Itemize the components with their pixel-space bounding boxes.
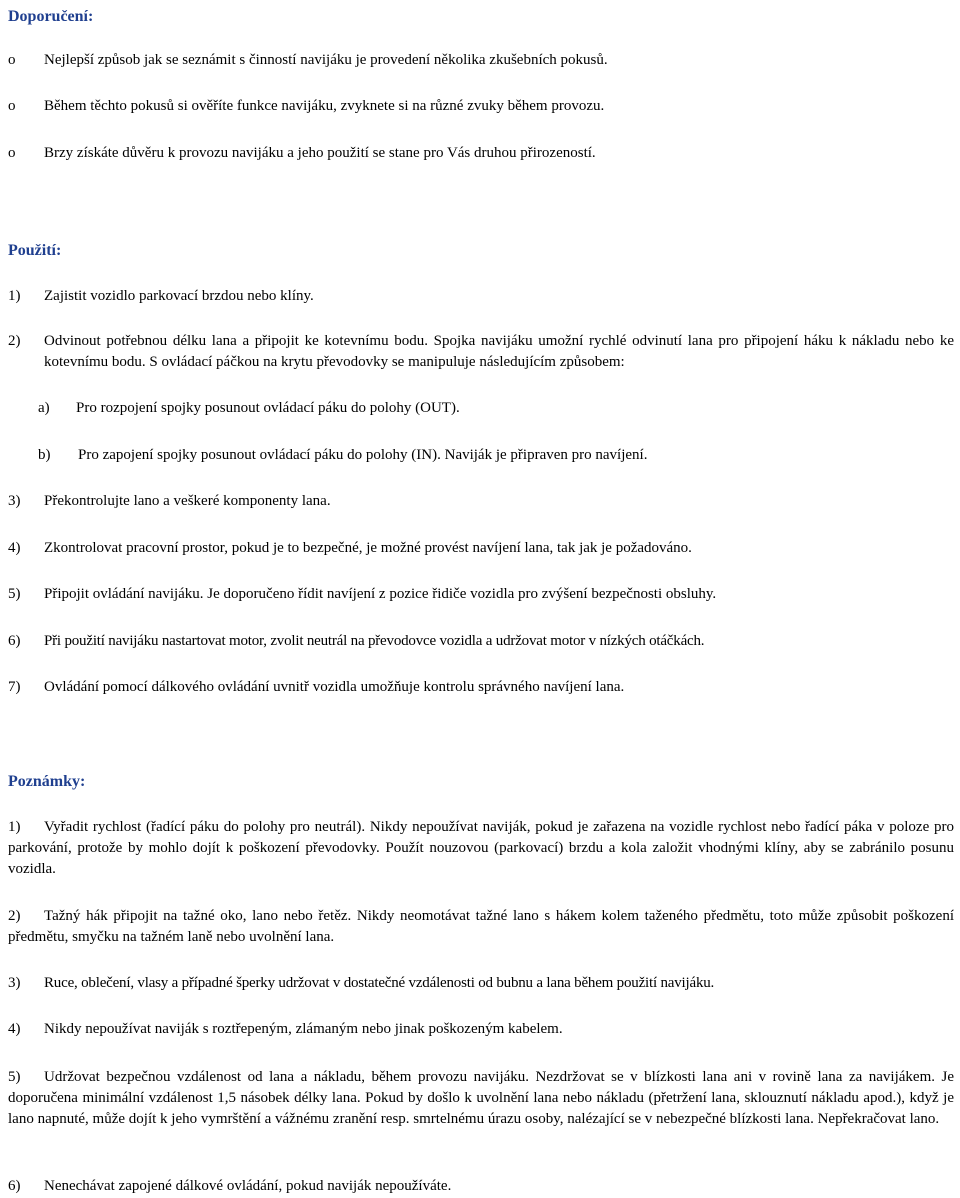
item-number: 3) — [8, 493, 21, 509]
bullet-marker: o — [8, 52, 16, 68]
subitem-text: Pro zapojení spojky posunout ovládací páku do polohy (IN). Naviják je připraven pro navíjení. — [78, 447, 648, 463]
bullet-marker: o — [8, 145, 16, 161]
item-number: 6) — [8, 1178, 21, 1194]
item-number: 5) — [8, 586, 21, 602]
bullet-marker: o — [8, 98, 16, 114]
recommendation-text: Brzy získáte důvěru k provozu navijáku a jeho použití se stane pro Vás druhou přirozeností. — [44, 145, 596, 161]
subitem-marker: b) — [38, 447, 51, 463]
item-text: Překontrolujte lano a veškeré komponenty lana. — [44, 493, 331, 509]
heading-doporuceni: Doporučení: — [8, 8, 94, 25]
item-number: 3) — [8, 975, 21, 991]
item-number: 2) — [8, 333, 21, 349]
item-text: Udržovat bezpečnou vzdálenost od lana a nákladu, během provozu navijáku. Nezdržovat se v blízkosti lana ani v rovině lana za navijákem. Je doporučena minimální vzdálenost 1,5 násobek délky lana. Pokud by došlo k uvolnění lana nebo nákladu (přetržení lana, sklouznutí nákladu apod.), když je lano napnuté, může dojít k jeho vymrštění a vážnému zranění resp. smrtelnému úrazu osoby, nalézající se v nebezpečné blízkosti lana. Nepřekračovat lano. — [8, 1069, 954, 1127]
heading-poznamky: Poznámky: — [8, 773, 86, 790]
item-text: Nenechávat zapojené dálkové ovládání, pokud naviják nepoužíváte. — [44, 1178, 452, 1194]
item-text: Zkontrolovat pracovní prostor, pokud je to bezpečné, je možné provést navíjení lana, tak jak je požadováno. — [44, 540, 692, 556]
item-number: 4) — [8, 540, 21, 556]
heading-pouziti: Použití: — [8, 242, 62, 259]
item-text: Tažný hák připojit na tažné oko, lano nebo řetěz. Nikdy neomotávat tažné lano s hákem kolem taženého předmětu, toto může způsobit poškození předmětu, smyčku na tažném laně nebo uvolnění lana. — [8, 908, 954, 945]
recommendation-text: Během těchto pokusů si ověříte funkce navijáku, zvyknete si na různé zvuky během provozu. — [44, 98, 605, 114]
recommendation-text: Nejlepší způsob jak se seznámit s činností navijáku je provedení několika zkušebních pokusů. — [44, 52, 608, 68]
item-text: Zajistit vozidlo parkovací brzdou nebo klíny. — [44, 288, 314, 304]
item-number: 1) — [8, 288, 21, 304]
item-number: 1) — [8, 819, 21, 835]
item-number: 5) — [8, 1069, 21, 1085]
subitem-marker: a) — [38, 400, 50, 416]
subitem-text: Pro rozpojení spojky posunout ovládací páku do polohy (OUT). — [76, 400, 460, 416]
item-text: Připojit ovládání navijáku. Je doporučeno řídit navíjení z pozice řidiče vozidla pro zvýšení bezpečnosti obsluhy. — [44, 586, 717, 602]
item-text: Při použití navijáku nastartovat motor, zvolit neutrál na převodovce vozidla a udržovat motor v nízkých otáčkách. — [44, 633, 705, 649]
item-text: Nikdy nepoužívat naviják s roztřepeným, zlámaným nebo jinak poškozeným kabelem. — [44, 1021, 563, 1037]
item-text: Vyřadit rychlost (řadící páku do polohy pro neutrál). Nikdy nepoužívat naviják, pokud je zařazena na vozidle rychlost nebo řadící páka v poloze pro parkování, protože by mohlo dojít k poškození převodovky. Použít nouzovou (parkovací) brzdu a kola založit vhodnými klíny, aby se zabránilo posunu vozidla. — [8, 819, 954, 877]
item-number: 7) — [8, 679, 21, 695]
item-text: Ovládání pomocí dálkového ovládání uvnitř vozidla umožňuje kontrolu správného navíjení lana. — [44, 679, 625, 695]
item-number: 6) — [8, 633, 21, 649]
item-text: Ruce, oblečení, vlasy a případné šperky udržovat v dostatečné vzdálenosti od bubnu a lana během použití navijáku. — [44, 975, 715, 991]
item-number: 4) — [8, 1021, 21, 1037]
item-number: 2) — [8, 908, 21, 924]
item-text: Odvinout potřebnou délku lana a připojit ke kotevnímu bodu. Spojka navijáku umožní rychlé odvinutí lana pro připojení háku k nákladu nebo ke kotevnímu bodu. S ovládací páčkou na krytu převodovky se manipuluje následujícím způsobem: — [44, 333, 954, 370]
